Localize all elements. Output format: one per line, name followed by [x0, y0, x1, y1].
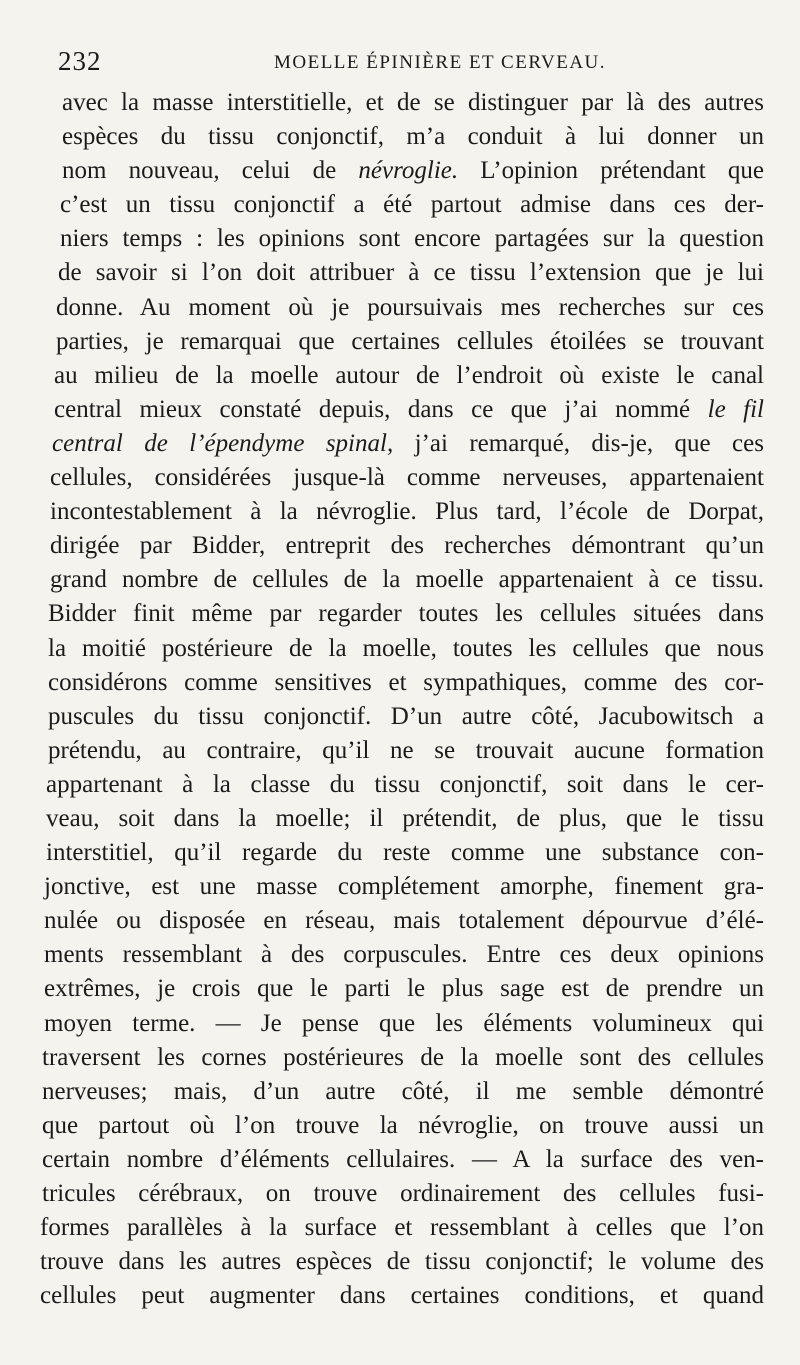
text-line [40, 632, 764, 666]
text-line [40, 393, 764, 427]
text-segment: puscules du tissu conjonctif. D’un autre côté, Jacubowitsch a [48, 702, 764, 730]
text-line [40, 154, 764, 188]
text-line [40, 597, 764, 631]
running-title: MOELLE ÉPINIÈRE ET CERVEAU. [273, 52, 607, 73]
text-segment: j’ai remarqué, dis-je, que ces [393, 429, 764, 457]
text-segment: veau, soit dans la moelle; il prétendit, de plus, que le tissu [46, 804, 764, 832]
text-segment: traversent les cornes postérieures de la moelle sont des cellules [42, 1043, 764, 1071]
text-segment: interstitiel, qu’il regarde du reste comme une substance con- [46, 839, 764, 867]
text-segment: ments ressemblant à des corpuscules. Entre ces deux opinions [44, 941, 764, 969]
text-line [40, 256, 764, 290]
page-number: 232 [58, 46, 102, 76]
text-segment: formes parallèles à la surface et ressemblant à celles que l’on [40, 1214, 764, 1242]
text-segment: considérons comme sensitives et sympathiques, comme des cor- [48, 668, 764, 696]
text-line [40, 1245, 764, 1279]
text-segment: extrêmes, je crois que le parti le plus sage est de prendre un [44, 975, 764, 1003]
text-line [40, 666, 764, 700]
text-line [40, 1075, 764, 1109]
text-line [40, 120, 764, 154]
text-segment: central mieux constaté depuis, dans ce que j’ai nommé [54, 395, 708, 423]
text-line [40, 768, 764, 802]
text-segment: c’est un tissu conjonctif a été partout admise dans ces der- [60, 191, 764, 219]
text-segment: nom nouveau, celui de [62, 157, 359, 185]
text-line [40, 938, 764, 972]
text-line [40, 529, 764, 563]
text-line [40, 325, 764, 359]
text-segment: dirigée par Bidder, entreprit des recherches démontrant qu’un [50, 532, 764, 560]
text-segment: que partout où l’on trouve la névroglie, on trouve aussi un [42, 1111, 764, 1139]
text-line [40, 904, 764, 938]
text-line [40, 1109, 764, 1143]
text-line [40, 86, 764, 120]
text-line [40, 495, 764, 529]
italic-text: névroglie. [358, 157, 459, 185]
text-line [40, 359, 764, 393]
text-line [40, 188, 764, 222]
text-line [40, 972, 764, 1006]
text-line [40, 1177, 764, 1211]
body-text [40, 86, 764, 1313]
text-segment: nerveuses; mais, d’un autre côté, il me semble démontré [42, 1077, 764, 1105]
italic-text: central de l’épendyme spinal, [52, 429, 394, 457]
text-line [40, 1007, 764, 1041]
text-line [40, 222, 764, 256]
text-segment: niers temps : les opinions sont encore partagées sur la question [60, 225, 764, 253]
text-segment: cellules peut augmenter dans certaines conditions, et quand [40, 1282, 764, 1310]
text-line [40, 1041, 764, 1075]
text-segment: tricules cérébraux, on trouve ordinairement des cellules fusi- [42, 1180, 764, 1207]
text-segment: appartenant à la classe du tissu conjonctif, soit dans le cer- [46, 770, 764, 798]
text-line [40, 836, 764, 870]
text-segment: cellules, considérées jusque-là comme nerveuses, appartenaient [50, 464, 764, 492]
text-segment: au milieu de la moelle autour de l’endroit où existe le canal [54, 361, 764, 389]
text-segment: Bidder finit même par regarder toutes les cellules situées dans [48, 600, 764, 628]
text-segment: espèces du tissu conjonctif, m’a conduit à lui donner un [62, 123, 764, 151]
text-line [40, 1211, 764, 1245]
text-segment: parties, je remarquai que certaines cellules étoilées se trouvant [56, 327, 764, 355]
text-segment: L’opinion prétendant que [458, 157, 764, 185]
text-segment: donne. Au moment où je poursuivais mes recherches sur ces [56, 293, 764, 321]
text-segment: certain nombre d’éléments cellulaires. — A la surface des ven- [42, 1145, 764, 1173]
text-segment: trouve dans les autres espèces de tissu conjonctif; le volume des [40, 1248, 764, 1276]
text-segment: incontestablement à la névroglie. Plus tard, l’école de Dorpat, [50, 498, 764, 526]
text-segment: prétendu, au contraire, qu’il ne se trouvait aucune formation [48, 736, 764, 764]
text-line [40, 461, 764, 495]
text-line [40, 870, 764, 904]
text-line [40, 563, 764, 597]
text-segment: jonctive, est une masse complétement amorphe, finement gra- [44, 873, 764, 901]
text-segment: la moitié postérieure de la moelle, toutes les cellules que nous [48, 634, 764, 662]
text-line [40, 291, 764, 325]
text-segment: moyen terme. — Je pense que les éléments volumineux qui [44, 1009, 764, 1037]
text-segment: grand nombre de cellules de la moelle appartenaient à ce tissu. [50, 566, 764, 594]
text-segment: de savoir si l’on doit attribuer à ce tissu l’extension que je lui [58, 259, 764, 287]
text-line [40, 427, 764, 461]
text-line [40, 802, 764, 836]
text-line [40, 734, 764, 768]
text-line [40, 1143, 764, 1177]
page-header [58, 46, 762, 86]
italic-text: le fil [707, 395, 764, 423]
text-line [40, 1279, 764, 1313]
text-line [40, 700, 764, 734]
text-segment: avec la masse interstitielle, et de se distinguer par là des autres [62, 89, 764, 116]
text-segment: nulée ou disposée en réseau, mais totalement dépourvue d’élé- [44, 907, 764, 935]
